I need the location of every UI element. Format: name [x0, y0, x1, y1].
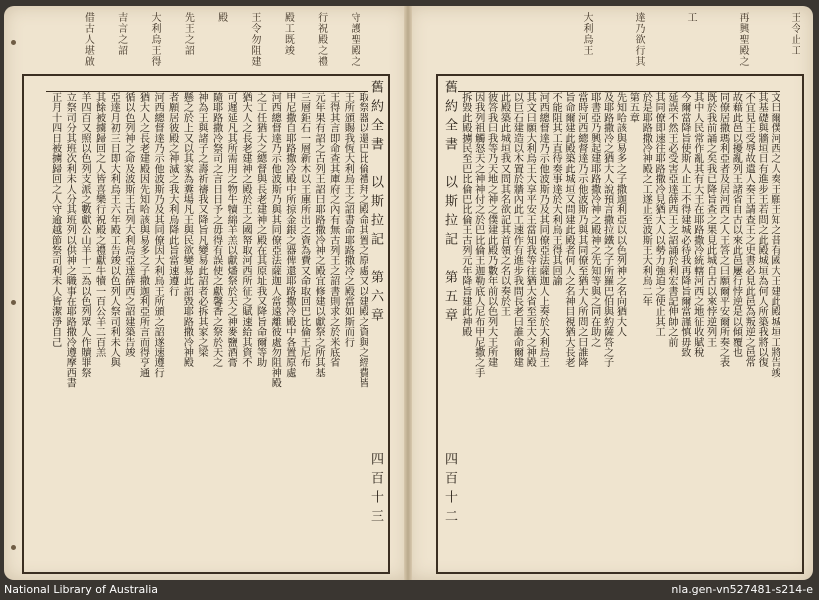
- stitch-hole: [11, 40, 16, 45]
- book-name: 以斯拉記: [368, 175, 383, 251]
- book-series-title: 舊約全書: [442, 80, 457, 156]
- text-column: 其基礎與牆垣日有進步王若問之此殿城垣為何人所築我將以復: [756, 92, 768, 368]
- margin-note: 行祝殿之禮: [315, 12, 327, 67]
- text-column: 猶大人之長老建神之殿於王之國帑取河西所征之賦速給其資不: [239, 92, 251, 368]
- text-column: 今爾當降旨使斯人止工不得建城必待我再降旨爾當謹慎毋致: [678, 92, 690, 358]
- text-column: 可遲延凡其所需用之物牛犢綿羊羔以獻燔祭於天之神麥鹽酒膏: [225, 92, 237, 368]
- text-column: 羊四百又照以色列支派之數獻公山羊十二為以色列眾人作贖罪祭: [78, 92, 90, 378]
- margin-note: 殿: [215, 12, 227, 23]
- text-column: 正月十四日被擄歸回之人守逾越節祭司利未人皆潔淨自己: [49, 92, 61, 347]
- text-column: 第五章: [627, 92, 639, 123]
- text-column: 者願居彼殿之神滅之我大利烏降此旨當速遵行: [166, 92, 178, 296]
- book-series-title: 舊約全書: [368, 80, 383, 156]
- text-column: 當時河西總督達乃示他波斯乃與其同僚至猶大人所問之曰誰降: [575, 92, 587, 368]
- text-column: 其中人民常作亂其有大王在耶路撒冷統轄河西之地征收賦稅: [691, 92, 703, 358]
- text-column: 懸之於上又以其家為糞場凡王與民欲變易此詔毀耶路撒冷神殿: [181, 92, 193, 368]
- text-column: 王所頒賜我恆大利烏王之詔書命耶路撒冷之殿當如斯而行: [342, 92, 354, 347]
- right-margin-notes: [540, 12, 800, 70]
- left-verse-number-strip: [46, 75, 368, 92]
- text-column: 元年果有詔之古列王詔曰耶路撒冷神之殿宜修建以獻祭之所其基: [313, 92, 325, 378]
- text-column: 之工任猶大之總督與長老建神之殿在其原址我又降旨命爾等助: [254, 92, 266, 368]
- text-column: 河西總督達乃示他波斯乃及其同僚因大利烏王所頒之詔遂速遵行: [152, 92, 164, 378]
- text-column: 三層鉅石一層新木以王庫所出之資為費又命取回巴比倫王尼布: [298, 92, 310, 368]
- text-column: 於是耶路撒冷神殿之工遂止至波斯王大利烏二年: [640, 92, 652, 307]
- text-column: 河西總督達乃示他波斯乃與其同僚亞法薩迦人當遠離彼處勿阻神殿: [269, 92, 281, 388]
- text-column: 既於我前誦之矣我已降旨查之果見此城自古以來悖逆列王: [704, 92, 716, 347]
- chapter-label: 第六章: [368, 270, 383, 327]
- text-column: 耶書亞乃興起建耶路撒冷神之殿神之先知等與之同在助之: [588, 92, 600, 347]
- text-column: 故藉此邑以擾亂列王諸省自古以來此邑屢行悖逆是以傾覆也: [730, 92, 742, 358]
- text-column: 甲尼撒自耶路撒冷殿中所掠金銀之器俾還耶路撒冷殿中各置原處: [283, 92, 295, 378]
- text-column: 同僚居撒瑪利亞者及居河西之人王答之曰願爾平安爾所奏之表: [717, 92, 729, 368]
- margin-note: 守護聖殿之: [349, 12, 360, 67]
- margin-note: 王令止工: [789, 12, 800, 56]
- text-column: 其同僚即速往耶路撒冷見猶大人以勢力強迫之使止其工: [653, 92, 665, 337]
- margin-note: 吉言之詔: [115, 12, 127, 56]
- text-column: 及耶路撒冷之猶大人說預言撒拉鐵之子所羅巴伯與約薩答之子: [601, 92, 613, 368]
- text-column: 因我列祖觸怒天之神神付之於巴比倫王迦勒底人尼布甲尼撒之手: [472, 92, 484, 378]
- left-header: [366, 80, 385, 340]
- text-column: 河西總督達乃示他波斯乃及其同僚亞法薩迦人上奏於大利烏王: [537, 92, 549, 368]
- text-column: 彼答我曰我等乃天地之神之僕建此殿乃數年前以色列大王所建: [485, 92, 497, 368]
- footer-credit: National Library of Australia: [4, 583, 159, 596]
- text-column: 立祭司分其班次利未人分其班列以供神之職事在耶路撒冷遵摩西書: [64, 92, 76, 388]
- margin-note: 大利烏王得: [149, 12, 160, 67]
- left-margin-notes: [60, 12, 360, 70]
- text-column: 王得其言即命查其庫府之內有無古列王之詔書則求之於米底省: [327, 92, 339, 368]
- text-column: 文曰爾僕河西之人奏王願王知之昔有國大王建此殿城垣工將告竣: [769, 92, 780, 378]
- margin-note: 王令勿阻建: [249, 12, 260, 67]
- text-column: 亞達月初三日即大利烏王六年殿工告竣以色列人祭司利未人與: [108, 92, 120, 368]
- text-column: 取祭器以還巴比倫禮拜之殿命其置之原處又以建殿之資與之經費皆: [357, 92, 368, 388]
- text-column: 其餘被擄歸回之人皆喜樂行祝殿之禮獻牛犢一百公羊二百羔: [93, 92, 105, 358]
- text-column: 以巨石建造以木置於牆內此工速作有進步我問長老曰誰命爾建: [511, 92, 523, 368]
- left-text-body: [46, 92, 368, 566]
- margin-note: 達乃欲行其: [633, 12, 644, 67]
- text-column: 神為王與諸子之壽祈禱我又降旨凡變易此詔者必拆其家之梁: [196, 92, 207, 358]
- stitch-hole: [11, 545, 16, 550]
- chapter-label: 第五章: [442, 270, 457, 327]
- stitch-hole: [11, 300, 16, 305]
- right-verse-number-strip: [458, 75, 780, 92]
- margin-note: 借古人堪啟: [82, 12, 94, 67]
- right-header: [440, 80, 459, 340]
- margin-note: 再興聖殿之: [737, 12, 748, 67]
- text-column: 循以色列神之命及波斯王古列大利烏亞達薛西之詔建築告竣: [122, 92, 134, 358]
- book-name: 以斯拉記: [442, 175, 457, 251]
- margin-note: 工: [685, 12, 696, 23]
- text-column: 不能阻其工直待奏事達於大利烏王得其回諭: [550, 92, 562, 286]
- text-column: 拆毀此殿擄民至巴比倫巴比倫王古列元年降旨建此神殿: [459, 92, 471, 337]
- margin-note: 殿工既竣: [282, 12, 294, 56]
- text-column: 延誤不然王必受害亞達薛西王之詔誦於利宏書記伸帥之前: [665, 92, 677, 347]
- right-text-body: [458, 92, 780, 566]
- text-column: 其文曰願大利烏王大享平安王當知我等往猶大省至至大之神殿: [524, 92, 536, 368]
- margin-note: 大利烏王: [581, 12, 592, 56]
- text-column: 此殿築此城垣我又問其名欲記其首領之名以奏於王: [498, 92, 510, 317]
- text-column: 先知哈該與易多之子撒迦利亞以以色列神之名向猶大人: [614, 92, 626, 337]
- text-column: 猶大人之長老建殿因先知哈該與易多之子撒迦利亞所言而得亨通: [137, 92, 149, 378]
- footer-identifier: nla.gen-vn527481-s214-e: [671, 583, 813, 596]
- left-page-number: 四百十三: [368, 452, 383, 528]
- text-column: 旨命爾建此殿築此城垣又問建此殿者何人之名神目視猶大長老: [562, 92, 574, 368]
- right-page-number: 四百十二: [442, 452, 457, 528]
- text-column: 不宜見王受辱故遣人奏王請查王之史書必見此邑為叛逆之邑常: [743, 92, 755, 368]
- margin-note: 先王之詔: [182, 12, 194, 56]
- text-column: 隨耶路撒冷祭司之言日日予之毋得有誤使之獻馨香之祭於天之: [210, 92, 222, 368]
- book-gutter: [404, 6, 412, 580]
